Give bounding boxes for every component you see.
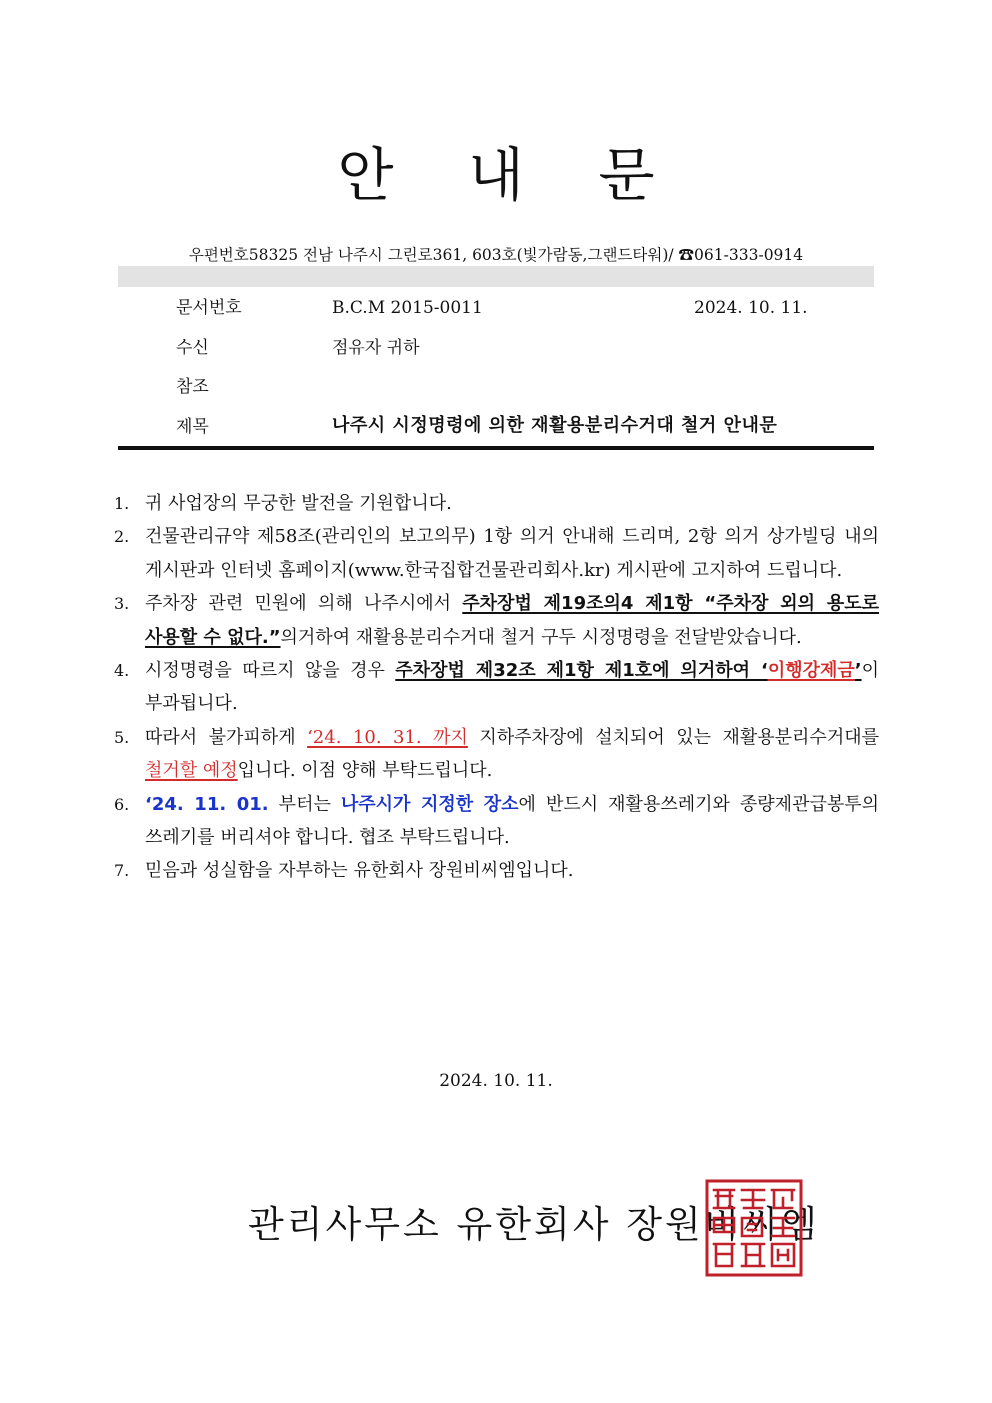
item-number: 3.	[114, 594, 130, 614]
item-text: 따라서 불가피하게	[145, 726, 308, 748]
closing-date: 2024. 10. 11.	[439, 1071, 553, 1091]
header-divider-bar	[118, 266, 874, 287]
item-text: 시정명령을 따르지 않을 경우	[145, 660, 396, 682]
item-text: 이 부과됩니다.	[145, 660, 880, 715]
list-item	[114, 487, 879, 520]
item-text: 지하주차장에 설치되어 있는 재활용분리수거대를	[467, 726, 879, 748]
item-number: 5.	[114, 727, 130, 747]
recipient-label: 수신	[176, 338, 209, 358]
item-number: 6.	[114, 794, 130, 814]
designated-place: 나주시가 지정한 장소	[340, 793, 519, 815]
doc-number-label: 문서번호	[176, 298, 242, 318]
item-text: 부터는	[268, 793, 341, 815]
list-item	[114, 854, 879, 887]
item-number: 1.	[114, 494, 130, 513]
list-item	[114, 721, 879, 788]
list-item	[114, 587, 879, 654]
recipient-value: 점유자 귀하	[332, 338, 420, 358]
subject-label: 제목	[176, 417, 209, 437]
company-seal-icon	[704, 1178, 804, 1278]
notice-body	[114, 487, 879, 888]
deadline-date: ‘24. 10. 31. 까지	[307, 726, 468, 748]
list-item	[114, 520, 879, 587]
list-item	[114, 654, 879, 721]
removal-notice: 철거할 예정	[145, 760, 238, 782]
doc-number-value: B.C.M 2015-0011	[332, 298, 483, 318]
list-item	[114, 788, 879, 855]
item-text: 주차장 관련 민원에 의해 나주시에서	[145, 593, 463, 615]
item-number: 2.	[114, 527, 130, 547]
item-number: 4.	[114, 661, 130, 681]
item-text: 에 반드시 재활용쓰레기와 종량제관급봉투의 쓰레기를 버리셔야 합니다. 협조 부탁드립니다.	[145, 793, 880, 849]
law-reference: 주차장법 제19조의4 제1항 “주차장 외의 용도로 사용할 수 없다.”	[145, 593, 879, 648]
document-title: 안 내 문	[337, 141, 683, 209]
start-date: ‘24. 11. 01.	[145, 793, 269, 815]
item-text: 입니다. 이점 양해 부탁드립니다.	[237, 760, 493, 782]
quote-mark: ’	[854, 660, 862, 682]
item-text: 의거하여 재활용분리수거대 철거 구두 시정명령을 전달받았습니다.	[280, 626, 802, 648]
doc-date: 2024. 10. 11.	[694, 298, 808, 318]
signature-line: 관리사무소 유한회사 장원비씨엠	[248, 1203, 820, 1246]
header-rule	[118, 446, 874, 450]
item-text: 믿음과 성실함을 자부하는 유한회사 장원비씨엠입니다.	[145, 860, 574, 882]
penalty-term: 이행강제금	[767, 660, 855, 682]
law-reference: 주차장법 제32조 제1항 제1호에 의거하여 ‘	[395, 660, 768, 682]
reference-label: 참조	[176, 377, 209, 397]
sender-address: 우편번호58325 전남 나주시 그린로361, 603호(빛가람동,그랜드타워)/ ☎061-333-0914	[188, 246, 804, 264]
item-text: 귀 사업장의 무궁한 발전을 기원합니다.	[145, 493, 452, 514]
item-text: 건물관리규약 제58조(관리인의 보고의무) 1항 의거 안내해 드리며, 2항 의거 상가빌딩 내의 게시판과 인터넷 홈페이지(www.한국집합건물관리회사.kr) 게시판에 고지하여 드립니다.	[145, 526, 879, 581]
item-number: 7.	[114, 861, 130, 881]
subject-value: 나주시 시정명령에 의한 재활용분리수거대 철거 안내문	[332, 415, 778, 436]
